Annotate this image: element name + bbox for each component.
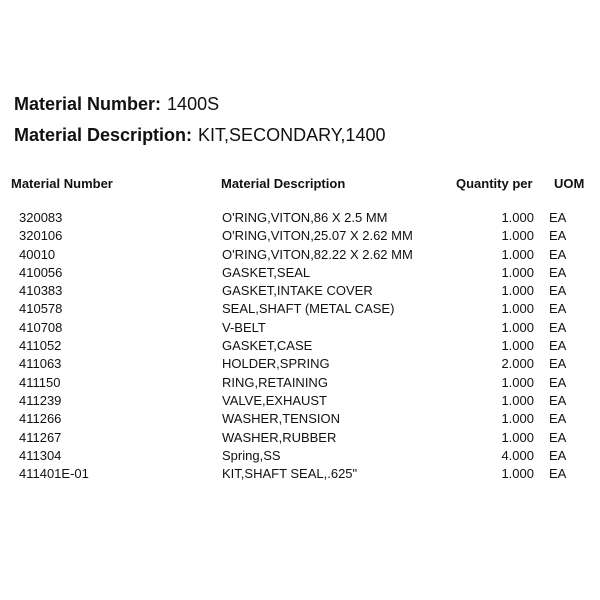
- table-row: [0, 448, 600, 466]
- part-description-cell: Spring,SS: [222, 447, 281, 463]
- part-description-cell: VALVE,EXHAUST: [222, 392, 327, 408]
- part-uom-cell: EA: [549, 210, 567, 225]
- part-description-cell: GASKET,INTAKE COVER: [222, 283, 373, 299]
- table-row: [0, 466, 600, 484]
- part-description-cell: KIT,SHAFT SEAL,.625": [222, 466, 358, 482]
- part-quantity-cell: 1.000: [501, 392, 534, 408]
- table-row: [0, 228, 600, 246]
- part-number-cell: 410056: [19, 264, 63, 280]
- part-description-cell: GASKET,CASE: [222, 338, 313, 354]
- part-uom-cell: EA: [549, 319, 567, 335]
- part-uom-cell: EA: [549, 228, 567, 244]
- part-quantity-cell: 1.000: [501, 338, 534, 354]
- table-row: [0, 430, 600, 448]
- part-description-cell: WASHER,RUBBER: [222, 429, 337, 445]
- part-number-cell: 411267: [19, 429, 62, 445]
- part-number-cell: 411266: [19, 411, 62, 427]
- part-number-cell: 320106: [19, 228, 63, 244]
- part-description-cell: WASHER,TENSION: [222, 411, 340, 427]
- part-quantity-cell: 1.000: [501, 319, 534, 335]
- table-row: [0, 338, 600, 356]
- table-row: [0, 210, 600, 228]
- part-number-cell: 411063: [19, 356, 62, 372]
- part-number-cell: 411239: [19, 392, 62, 408]
- part-number-cell: 411401E-01: [19, 466, 89, 482]
- table-row: [0, 265, 600, 283]
- material-description-value: KIT,SECONDARY,1400: [198, 125, 386, 145]
- part-description-cell: SEAL,SHAFT (METAL CASE): [222, 301, 395, 317]
- table-row: [0, 320, 600, 338]
- part-uom-cell: EA: [549, 411, 567, 427]
- table-row: [0, 375, 600, 393]
- part-uom-cell: EA: [549, 264, 567, 280]
- material-number-label: Material Number:: [14, 94, 162, 114]
- part-number-cell: 411150: [19, 374, 61, 390]
- column-header-number: Material Number: [11, 176, 113, 191]
- part-number-cell: 410578: [19, 301, 63, 317]
- part-uom-cell: EA: [549, 246, 567, 262]
- part-number-cell: 411304: [19, 447, 62, 463]
- part-quantity-cell: 1.000: [501, 301, 534, 317]
- part-description-cell: O'RING,VITON,86 X 2.5 MM: [222, 210, 388, 225]
- part-uom-cell: EA: [549, 374, 567, 390]
- part-uom-cell: EA: [549, 301, 567, 317]
- part-number-cell: 40010: [19, 246, 56, 262]
- part-quantity-cell: 1.000: [501, 246, 534, 262]
- material-number-value: 1400S: [167, 94, 220, 114]
- part-uom-cell: EA: [549, 447, 567, 463]
- part-description-cell: RING,RETAINING: [222, 374, 328, 390]
- material-description-line: [14, 125, 385, 146]
- table-row: [0, 247, 600, 265]
- part-description-cell: O'RING,VITON,82.22 X 2.62 MM: [222, 246, 413, 262]
- table-row: [0, 283, 600, 301]
- column-header-description: Material Description: [221, 176, 346, 191]
- part-uom-cell: EA: [549, 429, 567, 445]
- material-number-line: [14, 94, 219, 115]
- table-row: [0, 393, 600, 411]
- part-quantity-cell: 4.000: [501, 447, 534, 463]
- part-number-cell: 410708: [19, 319, 63, 335]
- part-quantity-cell: 1.000: [501, 411, 534, 427]
- part-quantity-cell: 1.000: [501, 228, 534, 244]
- part-quantity-cell: 1.000: [501, 429, 534, 445]
- column-header-uom: UOM: [554, 176, 585, 191]
- part-quantity-cell: 1.000: [501, 210, 534, 225]
- part-quantity-cell: 1.000: [501, 374, 534, 390]
- part-quantity-cell: 2.000: [501, 356, 534, 372]
- part-quantity-cell: 1.000: [501, 264, 534, 280]
- part-number-cell: 410383: [19, 283, 63, 299]
- part-quantity-cell: 1.000: [501, 283, 534, 299]
- table-row: [0, 411, 600, 429]
- part-uom-cell: EA: [549, 392, 567, 408]
- part-quantity-cell: 1.000: [501, 466, 534, 482]
- part-uom-cell: EA: [549, 283, 567, 299]
- part-number-cell: 320083: [19, 210, 63, 225]
- part-number-cell: 411052: [19, 338, 62, 354]
- part-description-cell: GASKET,SEAL: [222, 264, 311, 280]
- part-description-cell: O'RING,VITON,25.07 X 2.62 MM: [222, 228, 413, 244]
- part-description-cell: V-BELT: [222, 319, 266, 335]
- table-row: [0, 356, 600, 374]
- material-description-label: Material Description:: [14, 125, 193, 145]
- part-uom-cell: EA: [549, 356, 567, 372]
- column-header-quantity: Quantity per: [456, 176, 533, 191]
- table-row: [0, 301, 600, 319]
- part-description-cell: HOLDER,SPRING: [222, 356, 330, 372]
- part-uom-cell: EA: [549, 466, 567, 482]
- part-uom-cell: EA: [549, 338, 567, 354]
- parts-table-body: [0, 210, 600, 484]
